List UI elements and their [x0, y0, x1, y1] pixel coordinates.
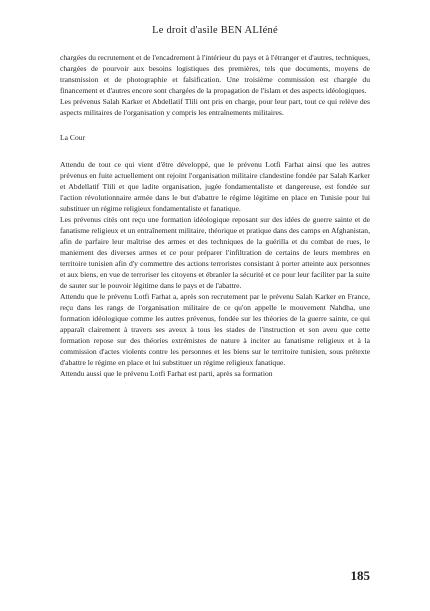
- body-paragraph: Les prévenus Salah Karker et Abdellatif Tlili ont pris en charge, pour leur part, tout ce qui relève des aspects militaires de l'organisation y compris les entraînements militaires.: [60, 97, 370, 117]
- running-header-title: Le droit d'asile BEN ALIéné: [152, 25, 278, 36]
- page-number: 185: [350, 568, 370, 583]
- page-body: [60, 52, 370, 379]
- section-heading: La Cour: [60, 133, 86, 142]
- body-paragraph: Attendu que le prévenu Lotfi Farhat a, après son recrutement par le prévenu Salah Karker en France, reçu dans les rangs de l'organisation militaire de ce qu'on appelle le mouvement Nahdha, une formation idéologique comme les autres prévenus, fondée sur les théories de la guerre sainte, ce qui apparaît clairement à travers ses aveux à tous les stades de l'instruction et son aveu que cette formation repose sur des théories extrémistes de nature à inciter au fanatisme religieux et à la commission d'actes violents contre les personnes et les biens sur le territoire tunisien, sous prétexte d'abattre le régime en place et lui substituer un régime religieux fanatique.: [60, 292, 370, 367]
- body-paragraph: Attendu aussi que le prévenu Lotfi Farhat est parti, après sa formation: [60, 369, 273, 378]
- body-paragraph: chargées du recrutement et de l'encadrement à l'intérieur du pays et à l'étranger et d'autres, techniques, chargées de pourvoir aux besoins logistiques des premières, tels que documents, moyens de transmission et de photographie et falsification. Une troisième commission est chargée du financement et d'autres encore sont chargées de la propagation de l'islam et des aspects idéologiques.: [60, 53, 370, 95]
- body-paragraph: Les prévenus cités ont reçu une formation idéologique reposant sur des idées de guerre sainte et de fanatisme religieux et un entraînement militaire, théorique et pratique dans des camps en Afghanistan, afin de parfaire leur maîtrise des armes et des techniques de la guérilla et du combat de rues, le maniement des diverses armes et ce pour préparer l'infiltration de certains de leurs membres en territoire tunisien afin d'y commettre des actions terroristes consistant à porter atteinte aux personnes et aux biens, en vue de terroriser les citoyens et ébranler la sécurité et ce pour leur faciliter par la suite de sauter sur le pouvoir légitime dans le pays et de l'abattre.: [60, 215, 370, 290]
- body-paragraph: Attendu de tout ce qui vient d'être développé, que le prévenu Lotfi Farhat ainsi que les autres prévenus en fuite actuellement ont rejoint l'organisation militaire clandestine fondée par Salah Karker et Abdellatif Tlili et que ladite organisation, jugée fondamentaliste et dangereuse, est fondée sur l'action révolutionnaire armée dans le but d'abattre le régime légitime en place en Tunisie pour lui substituer un régime religieux fondamentaliste et fanatique.: [60, 160, 370, 213]
